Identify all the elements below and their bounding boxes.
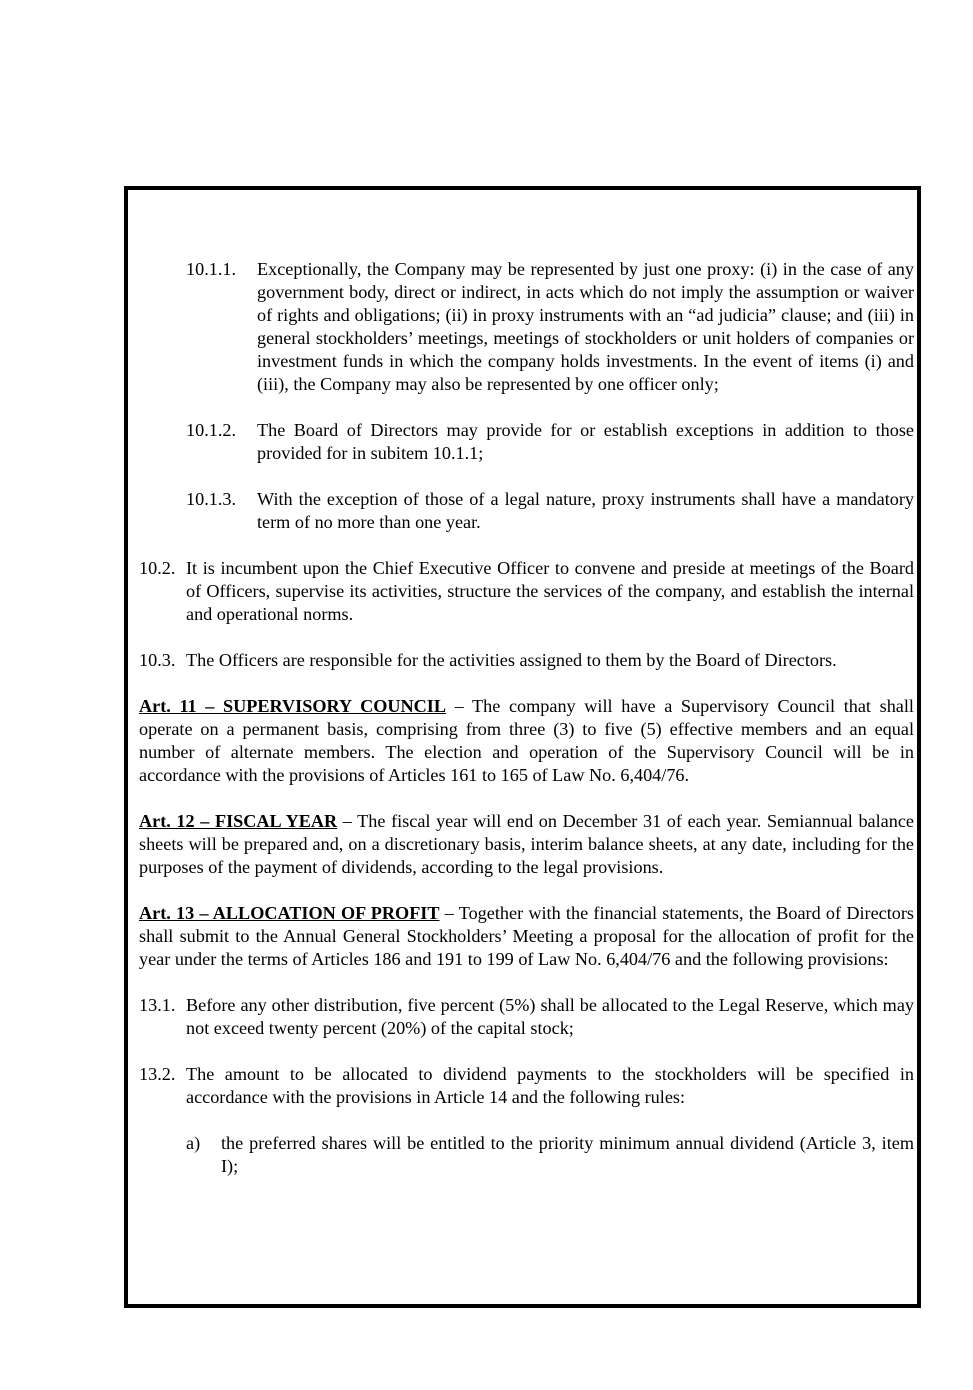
article-13 [139, 902, 914, 971]
item-number: 10.1.1. [186, 259, 237, 279]
item-10-1-2 [186, 419, 914, 465]
item-number: 13.2. [139, 1064, 176, 1084]
item-10-3 [139, 649, 914, 672]
item-13-1 [139, 994, 914, 1040]
article-text: – The fiscal year will end on December 31 of each year. Semiannual balance sheets will be prepared and, on a discretionary basis, interim balance sheets, at any date, including for the purposes of the payment of dividends, according to the legal provisions. [139, 811, 914, 877]
item-text: It is incumbent upon the Chief Executive Officer to convene and preside at meetings of the Board of Officers, supervise its activities, structure the services of the company, and establish the internal and operational norms. [186, 558, 914, 624]
item-text: the preferred shares will be entitled to the priority minimum annual dividend (Article 3, item I); [221, 1133, 914, 1176]
item-number: 10.2. [139, 558, 176, 578]
item-number: a) [186, 1133, 201, 1153]
article-12 [139, 810, 914, 879]
article-heading: Art. 12 – FISCAL YEAR [139, 811, 338, 831]
item-text: With the exception of those of a legal nature, proxy instruments shall have a mandatory term of no more than one year. [257, 489, 914, 532]
item-number: 13.1. [139, 995, 176, 1015]
item-text: The Board of Directors may provide for or establish exceptions in addition to those provided for in subitem 10.1.1; [257, 420, 914, 463]
article-heading: Art. 13 – ALLOCATION OF PROFIT [139, 903, 440, 923]
item-text: Before any other distribution, five percent (5%) shall be allocated to the Legal Reserve, which may not exceed twenty percent (20%) of the capital stock; [186, 995, 914, 1038]
item-text: Exceptionally, the Company may be represented by just one proxy: (i) in the case of any government body, direct or indirect, in acts which do not imply the assumption or waiver of rights and obligations; (ii) in proxy instruments with an “ad judicia” clause; and (iii) in general stockholders’ meetings, meetings of stockholders or unit holders of companies or investment funds in which the company holds investments. In the event of items (i) and (iii), the Company may also be represented by one officer only; [257, 259, 914, 394]
item-number: 10.3. [139, 650, 176, 670]
item-10-1-1 [186, 258, 914, 396]
item-13-2 [139, 1063, 914, 1109]
item-10-2 [139, 557, 914, 626]
article-text: – Together with the financial statements, the Board of Directors shall submit to the Annual General Stockholders’ Meeting a proposal for the allocation of profit for the year under the terms of Articles 186 and 191 to 199 of Law No. 6,404/76 and the following provisions: [139, 903, 914, 969]
item-text: The Officers are responsible for the activities assigned to them by the Board of Directors. [186, 650, 837, 670]
article-heading: Art. 11 – SUPERVISORY COUNCIL [139, 696, 446, 716]
item-a [186, 1132, 914, 1178]
document-frame [124, 186, 921, 1308]
item-number: 10.1.3. [186, 489, 237, 509]
item-10-1-3 [186, 488, 914, 534]
document-body [139, 258, 914, 1201]
item-text: The amount to be allocated to dividend payments to the stockholders will be specified in accordance with the provisions in Article 14 and the following rules: [186, 1064, 914, 1107]
article-11 [139, 695, 914, 787]
article-text: – The company will have a Supervisory Council that shall operate on a permanent basis, comprising from three (3) to five (5) effective members and an equal number of alternate members. The election and operation of the Supervisory Council will be in accordance with the provisions of Articles 161 to 165 of Law No. 6,404/76. [139, 696, 914, 785]
item-number: 10.1.2. [186, 420, 237, 440]
